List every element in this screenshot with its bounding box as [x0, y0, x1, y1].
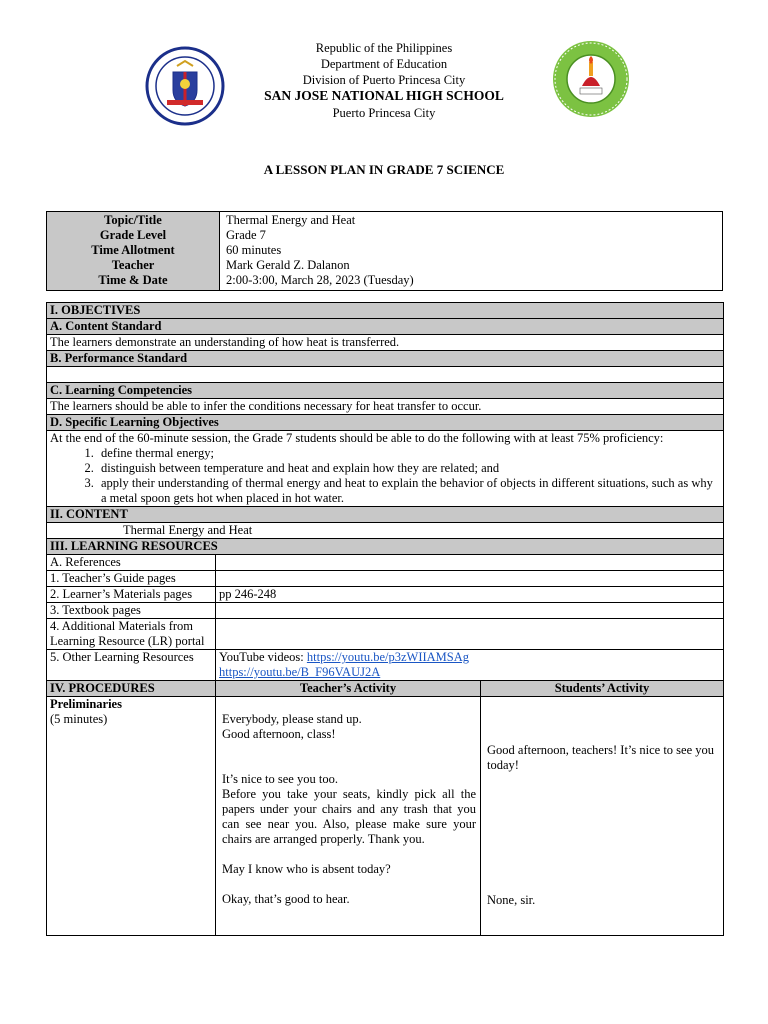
preliminaries-label: Preliminaries	[50, 697, 122, 711]
teacher-line-good: Okay, that’s good to hear.	[222, 892, 350, 906]
references-label: A. References	[47, 555, 216, 571]
teacher-line-greeting: Good afternoon, class!	[222, 727, 336, 741]
lesson-plan-table	[46, 302, 724, 936]
other-resources-label: 5. Other Learning Resources	[47, 650, 216, 681]
resources-heading: III. LEARNING RESOURCES	[47, 539, 724, 555]
lesson-info-table	[46, 211, 723, 291]
students-activity-header: Students’ Activity	[481, 681, 724, 697]
objective-item: 1. define thermal energy;	[97, 446, 720, 461]
objectives-heading: I. OBJECTIVES	[47, 303, 724, 319]
student-line-none: None, sir.	[487, 893, 536, 907]
learners-materials-value: pp 246-248	[216, 587, 724, 603]
value-teacher: Mark Gerald Z. Dalanon	[226, 258, 350, 272]
header-division: Division of Puerto Princesa City	[302, 73, 466, 87]
value-time-allotment: 60 minutes	[226, 243, 282, 257]
preliminaries-duration: (5 minutes)	[50, 712, 108, 726]
label-time-date: Time & Date	[98, 273, 168, 287]
textbook-label: 3. Textbook pages	[47, 603, 216, 619]
label-grade: Grade Level	[99, 228, 167, 242]
teacher-line-nice: It’s nice to see you too.	[222, 772, 338, 786]
header-city: Puerto Princesa City	[332, 106, 436, 120]
performance-standard-label: B. Performance Standard	[47, 351, 724, 367]
content-value: Thermal Energy and Heat	[47, 523, 724, 539]
youtube-link-1[interactable]: https://youtu.be/p3zWIIAMSAg	[306, 650, 470, 664]
specific-objectives-intro: At the end of the 60-minute session, the Grade 7 students should be able to do the following with at least 75% proficiency:	[50, 431, 664, 445]
document-title: A LESSON PLAN IN GRADE 7 SCIENCE	[263, 162, 505, 177]
content-heading: II. CONTENT	[47, 507, 724, 523]
label-topic: Topic/Title	[104, 213, 162, 227]
preliminaries-cell	[47, 697, 216, 936]
label-teacher: Teacher	[111, 258, 155, 272]
specific-objectives-body	[47, 431, 724, 507]
value-time-date: 2:00-3:00, March 28, 2023 (Tuesday)	[226, 273, 414, 287]
teachers-guide-label: 1. Teacher’s Guide pages	[47, 571, 216, 587]
specific-objectives-label: D. Specific Learning Objectives	[47, 415, 724, 431]
youtube-prefix: YouTube videos:	[219, 650, 307, 664]
header-school-name: SAN JOSE NATIONAL HIGH SCHOOL	[264, 88, 504, 103]
teacher-line-absent: May I know who is absent today?	[222, 862, 391, 876]
competencies-text: The learners should be able to infer the conditions necessary for heat transfer to occur.	[47, 399, 724, 415]
other-resources-value	[216, 650, 724, 681]
label-time-allotment: Time Allotment	[91, 243, 175, 257]
student-line-greeting: Good afternoon, teachers! It’s nice to see you today!	[487, 743, 715, 772]
value-topic: Thermal Energy and Heat	[226, 213, 356, 227]
youtube-link-2[interactable]: https://youtu.be/B_F96VAUJ2A	[219, 665, 381, 679]
additional-materials-label: 4. Additional Materials from Learning Resource (LR) portal	[47, 619, 216, 650]
performance-standard-text	[47, 367, 724, 383]
info-values	[220, 212, 723, 291]
competencies-label: C. Learning Competencies	[47, 383, 724, 399]
content-standard-label: A. Content Standard	[47, 319, 724, 335]
value-grade: Grade 7	[226, 228, 266, 242]
teacher-activity-cell	[216, 697, 481, 936]
teacher-activity-header: Teacher’s Activity	[216, 681, 481, 697]
header-republic: Republic of the Philippines	[315, 41, 453, 55]
teacher-line-instructions: Before you take your seats, kindly pick all the papers under your chairs and any trash that you can see near you. Also, please make sure your chairs are arranged properly. Thank you.	[222, 787, 476, 846]
students-activity-cell	[481, 697, 724, 936]
learners-materials-label: 2. Learner’s Materials pages	[47, 587, 216, 603]
info-labels	[47, 212, 220, 291]
procedures-heading: IV. PROCEDURES	[47, 681, 216, 697]
teacher-line-stand-up: Everybody, please stand up.	[222, 712, 362, 726]
objective-item: 3. apply their understanding of thermal energy and heat to explain the behavior of objects in different situations, such as why a metal spoon gets hot when placed in hot water.	[97, 476, 720, 506]
objective-item: 2. distinguish between temperature and heat and explain how they are related; and	[97, 461, 720, 476]
content-standard-text: The learners demonstrate an understanding of how heat is transferred.	[47, 335, 724, 351]
objectives-list	[50, 446, 720, 506]
header-department: Department of Education	[320, 57, 448, 71]
